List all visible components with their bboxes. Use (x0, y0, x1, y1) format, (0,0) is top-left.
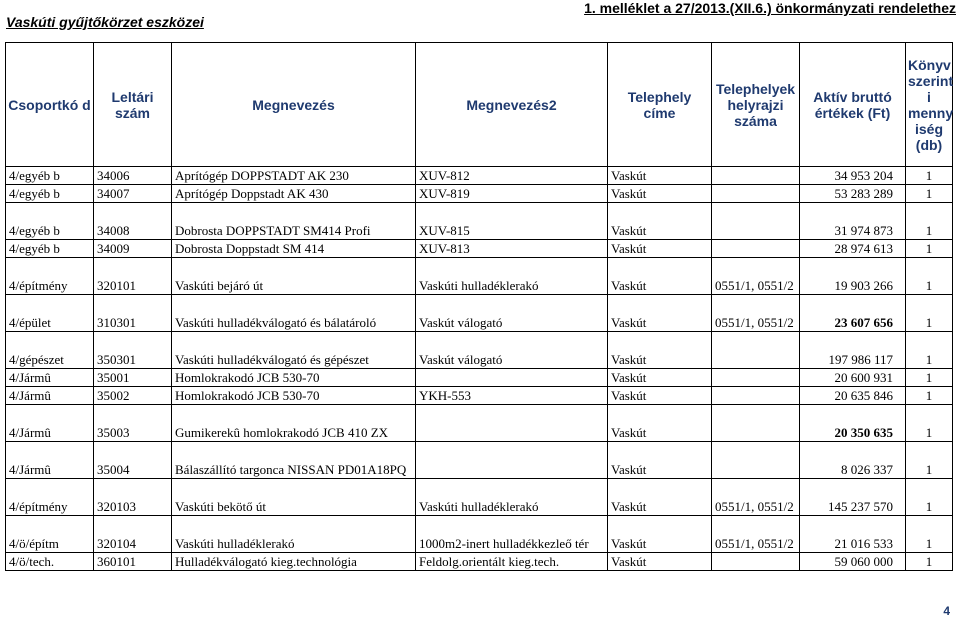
site-cell: Vaskút (608, 203, 712, 240)
name2-cell: XUV-815 (416, 203, 608, 240)
site-cell: Vaskút (608, 240, 712, 258)
group-code-cell: 4/gépészet (6, 332, 94, 369)
name-cell: Aprítógép DOPPSTADT AK 230 (172, 167, 416, 185)
group-code-cell: 4/építmény (6, 479, 94, 516)
site-cell: Vaskút (608, 479, 712, 516)
quantity-cell: 1 (906, 387, 953, 405)
group-code-cell: 4/építmény (6, 258, 94, 295)
table-row (6, 387, 953, 405)
col-header-group-code: Csoportkó d (6, 43, 94, 167)
gross-value-cell: 31 974 873 (800, 203, 906, 240)
name-cell: Aprítógép Doppstadt AK 430 (172, 185, 416, 203)
col-header-site-address: Telephely címe (608, 43, 712, 167)
name-cell: Vaskúti bejáró út (172, 258, 416, 295)
site-cell: Vaskút (608, 258, 712, 295)
name2-cell: Vaskút válogató (416, 295, 608, 332)
quantity-cell: 1 (906, 258, 953, 295)
group-code-cell: 4/egyéb b (6, 203, 94, 240)
group-code-cell: 4/Jármû (6, 405, 94, 442)
plot-number-cell: 0551/1, 0551/2 (712, 258, 800, 295)
name-cell: Vaskúti hulladéklerakó (172, 516, 416, 553)
col-header-name2: Megnevezés2 (416, 43, 608, 167)
gross-value-cell: 59 060 000 (800, 553, 906, 571)
quantity-cell: 1 (906, 479, 953, 516)
plot-number-cell (712, 442, 800, 479)
quantity-cell: 1 (906, 240, 953, 258)
inventory-number-cell: 34009 (94, 240, 172, 258)
plot-number-cell (712, 332, 800, 369)
name2-cell: XUV-812 (416, 167, 608, 185)
col-header-name: Megnevezés (172, 43, 416, 167)
name-cell: Gumikerekû homlokrakodó JCB 410 ZX (172, 405, 416, 442)
name-cell: Vaskúti hulladékválogató és gépészet (172, 332, 416, 369)
group-code-cell: 4/Jármû (6, 369, 94, 387)
annex-title: 1. melléklet a 27/2013.(XII.6.) önkormányzati rendelethez (584, 0, 956, 16)
inventory-number-cell: 35004 (94, 442, 172, 479)
name-cell: Vaskúti hulladékválogató és bálatároló (172, 295, 416, 332)
gross-value-cell: 8 026 337 (800, 442, 906, 479)
group-code-cell: 4/egyéb b (6, 240, 94, 258)
col-header-inventory-number: Leltári szám (94, 43, 172, 167)
group-code-cell: 4/egyéb b (6, 185, 94, 203)
name-cell: Hulladékválogató kieg.technológia (172, 553, 416, 571)
site-cell: Vaskút (608, 442, 712, 479)
quantity-cell: 1 (906, 516, 953, 553)
group-code-cell: 4/Jármû (6, 387, 94, 405)
document-title: Vaskúti gyűjtőkörzet eszközei (6, 14, 204, 30)
site-cell: Vaskút (608, 185, 712, 203)
quantity-cell: 1 (906, 332, 953, 369)
site-cell: Vaskút (608, 332, 712, 369)
gross-value-cell: 20 350 635 (800, 405, 906, 442)
gross-value-cell: 28 974 613 (800, 240, 906, 258)
table-row (6, 442, 953, 479)
plot-number-cell (712, 240, 800, 258)
table-row (6, 295, 953, 332)
table-row (6, 553, 953, 571)
inventory-number-cell: 310301 (94, 295, 172, 332)
gross-value-cell: 145 237 570 (800, 479, 906, 516)
name2-cell: Feldolg.orientált kieg.tech. (416, 553, 608, 571)
table-row (6, 185, 953, 203)
inventory-number-cell: 320103 (94, 479, 172, 516)
page-number: 4 (943, 604, 950, 618)
group-code-cell: 4/egyéb b (6, 167, 94, 185)
group-code-cell: 4/ö/építm (6, 516, 94, 553)
name2-cell (416, 442, 608, 479)
plot-number-cell (712, 387, 800, 405)
site-cell: Vaskút (608, 369, 712, 387)
name2-cell: Vaskúti hulladéklerakó (416, 258, 608, 295)
inventory-number-cell: 320101 (94, 258, 172, 295)
gross-value-cell: 20 635 846 (800, 387, 906, 405)
gross-value-cell: 20 600 931 (800, 369, 906, 387)
plot-number-cell (712, 553, 800, 571)
inventory-number-cell: 35003 (94, 405, 172, 442)
gross-value-cell: 197 986 117 (800, 332, 906, 369)
plot-number-cell (712, 203, 800, 240)
inventory-number-cell: 35002 (94, 387, 172, 405)
col-header-quantity: Könyv szerint i menny iség (db) (906, 43, 953, 167)
name2-cell: 1000m2-inert hulladékkezleő tér (416, 516, 608, 553)
plot-number-cell (712, 369, 800, 387)
quantity-cell: 1 (906, 442, 953, 479)
gross-value-cell: 19 903 266 (800, 258, 906, 295)
inventory-number-cell: 34006 (94, 167, 172, 185)
inventory-number-cell: 350301 (94, 332, 172, 369)
gross-value-cell: 23 607 656 (800, 295, 906, 332)
quantity-cell: 1 (906, 405, 953, 442)
table-row (6, 479, 953, 516)
name2-cell (416, 405, 608, 442)
table-row (6, 203, 953, 240)
table-row (6, 167, 953, 185)
table-header-row (6, 43, 953, 167)
group-code-cell: 4/ö/tech. (6, 553, 94, 571)
inventory-number-cell: 360101 (94, 553, 172, 571)
inventory-number-cell: 34007 (94, 185, 172, 203)
site-cell: Vaskút (608, 167, 712, 185)
plot-number-cell (712, 167, 800, 185)
site-cell: Vaskút (608, 516, 712, 553)
quantity-cell: 1 (906, 369, 953, 387)
quantity-cell: 1 (906, 203, 953, 240)
inventory-number-cell: 34008 (94, 203, 172, 240)
plot-number-cell (712, 185, 800, 203)
table-row (6, 258, 953, 295)
quantity-cell: 1 (906, 167, 953, 185)
name-cell: Homlokrakodó JCB 530-70 (172, 387, 416, 405)
name2-cell: YKH-553 (416, 387, 608, 405)
site-cell: Vaskút (608, 295, 712, 332)
plot-number-cell: 0551/1, 0551/2 (712, 516, 800, 553)
plot-number-cell: 0551/1, 0551/2 (712, 295, 800, 332)
name-cell: Vaskúti bekötő út (172, 479, 416, 516)
name2-cell (416, 369, 608, 387)
table-row (6, 516, 953, 553)
name-cell: Bálaszállító targonca NISSAN PD01A18PQ (172, 442, 416, 479)
gross-value-cell: 53 283 289 (800, 185, 906, 203)
table-row (6, 369, 953, 387)
plot-number-cell (712, 405, 800, 442)
inventory-number-cell: 35001 (94, 369, 172, 387)
site-cell: Vaskút (608, 387, 712, 405)
inventory-number-cell: 320104 (94, 516, 172, 553)
name2-cell: XUV-819 (416, 185, 608, 203)
col-header-gross-value: Aktív bruttó értékek (Ft) (800, 43, 906, 167)
gross-value-cell: 34 953 204 (800, 167, 906, 185)
group-code-cell: 4/épület (6, 295, 94, 332)
col-header-plot-number: Telephelyek helyrajzi száma (712, 43, 800, 167)
name-cell: Dobrosta DOPPSTADT SM414 Profi (172, 203, 416, 240)
quantity-cell: 1 (906, 553, 953, 571)
name2-cell: Vaskút válogató (416, 332, 608, 369)
quantity-cell: 1 (906, 185, 953, 203)
group-code-cell: 4/Jármû (6, 442, 94, 479)
table-row (6, 240, 953, 258)
site-cell: Vaskút (608, 405, 712, 442)
name-cell: Dobrosta Doppstadt SM 414 (172, 240, 416, 258)
site-cell: Vaskút (608, 553, 712, 571)
asset-table (5, 42, 953, 571)
gross-value-cell: 21 016 533 (800, 516, 906, 553)
table-row (6, 405, 953, 442)
name2-cell: Vaskúti hulladéklerakó (416, 479, 608, 516)
name2-cell: XUV-813 (416, 240, 608, 258)
plot-number-cell: 0551/1, 0551/2 (712, 479, 800, 516)
table-row (6, 332, 953, 369)
quantity-cell: 1 (906, 295, 953, 332)
name-cell: Homlokrakodó JCB 530-70 (172, 369, 416, 387)
